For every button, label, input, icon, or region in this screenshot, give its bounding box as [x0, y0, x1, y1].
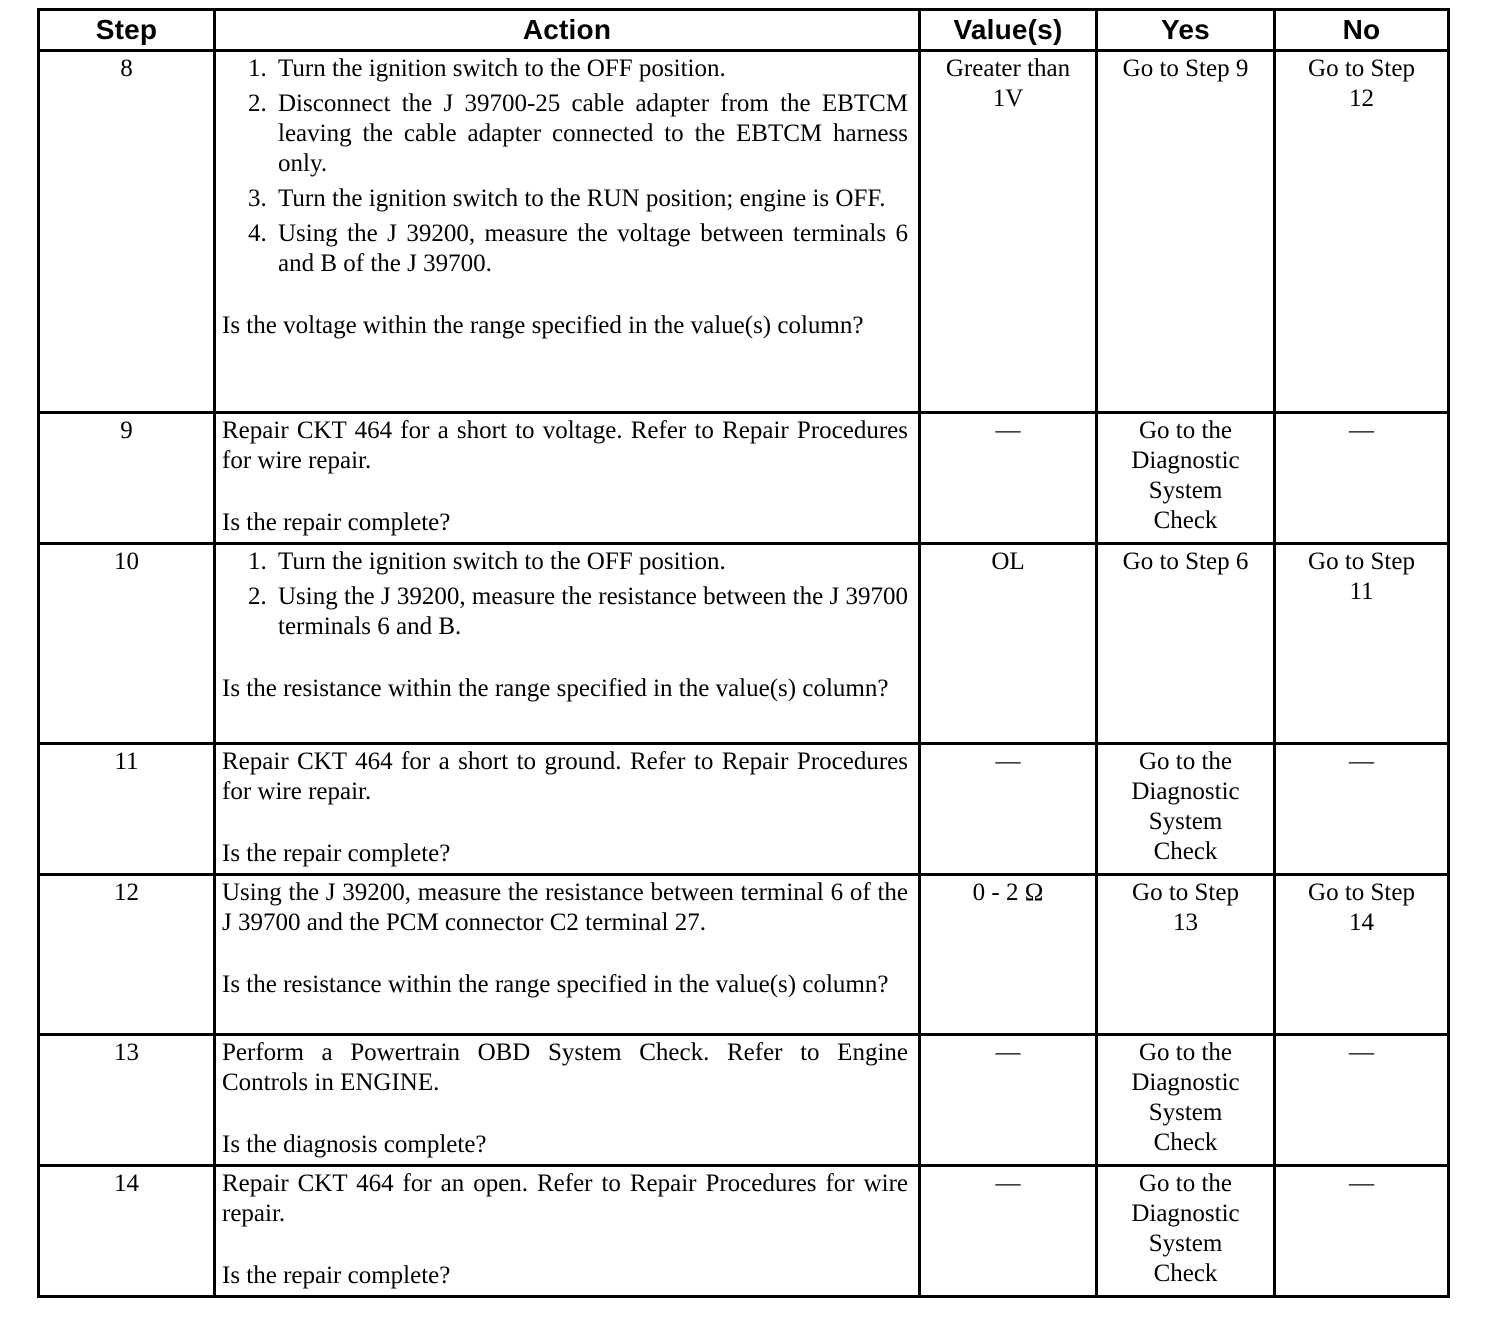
yes-cell: Go to the Diagnostic System Check [1097, 1035, 1275, 1166]
header-row [39, 10, 1449, 51]
action-step: 2. Using the J 39200, measure the resistance between the J 39700 terminals 6 and B. [248, 583, 908, 640]
action-step: 2. Disconnect the J 39700-25 cable adapter from the EBTCM leaving the cable adapter connected to the EBTCM harness only. [248, 90, 908, 177]
table-row [39, 1166, 1449, 1297]
no-cell: Go to Step 12 [1275, 51, 1449, 413]
action-cell [215, 51, 920, 413]
header-action: Action [215, 10, 920, 51]
action-cell [215, 1035, 920, 1166]
value-cell: 0 - 2 Ω [920, 875, 1097, 1035]
table-row [39, 413, 1449, 544]
value-cell: — [920, 1166, 1097, 1297]
no-cell: — [1275, 1166, 1449, 1297]
action-step: 1. Turn the ignition switch to the OFF position. [248, 548, 726, 575]
yes-cell: Go to the Diagnostic System Check [1097, 1166, 1275, 1297]
action-cell [215, 875, 920, 1035]
diagnostic-table [37, 8, 1450, 1298]
step-cell: 9 [39, 413, 215, 544]
yes-cell: Go to Step 6 [1097, 544, 1275, 744]
action-question: Is the voltage within the range specified in the value(s) column? [222, 312, 864, 339]
no-cell: Go to Step 11 [1275, 544, 1449, 744]
no-cell: Go to Step 14 [1275, 875, 1449, 1035]
no-cell: — [1275, 413, 1449, 544]
header-values: Value(s) [920, 10, 1097, 51]
action-cell [215, 744, 920, 875]
action-text: Perform a Powertrain OBD System Check. Refer to Engine Controls in ENGINE. [222, 1039, 908, 1096]
table-row [39, 51, 1449, 413]
action-question: Is the repair complete? [222, 1262, 451, 1289]
header-yes: Yes [1097, 10, 1275, 51]
step-cell: 11 [39, 744, 215, 875]
action-question: Is the resistance within the range specified in the value(s) column? [222, 971, 889, 998]
no-cell: — [1275, 1035, 1449, 1166]
yes-cell: Go to the Diagnostic System Check [1097, 744, 1275, 875]
header-step: Step [39, 10, 215, 51]
table-row [39, 875, 1449, 1035]
step-cell: 14 [39, 1166, 215, 1297]
step-cell: 12 [39, 875, 215, 1035]
action-steps [222, 54, 908, 279]
step-cell: 10 [39, 544, 215, 744]
value-cell: — [920, 413, 1097, 544]
step-cell: 8 [39, 51, 215, 413]
action-question: Is the repair complete? [222, 509, 451, 536]
action-cell [215, 413, 920, 544]
table-row [39, 544, 1449, 744]
action-cell [215, 1166, 920, 1297]
step-cell: 13 [39, 1035, 215, 1166]
yes-cell: Go to Step 13 [1097, 875, 1275, 1035]
action-step: 3. Turn the ignition switch to the RUN position; engine is OFF. [248, 185, 886, 212]
value-cell: — [920, 744, 1097, 875]
value-cell: OL [920, 544, 1097, 744]
table-row [39, 1035, 1449, 1166]
table-row [39, 744, 1449, 875]
yes-cell: Go to Step 9 [1097, 51, 1275, 413]
action-text: Repair CKT 464 for an open. Refer to Repair Procedures for wire repair. [222, 1170, 908, 1227]
action-text: Using the J 39200, measure the resistance between terminal 6 of the J 39700 and the PCM connector C2 terminal 27. [222, 879, 908, 936]
action-text: Repair CKT 464 for a short to ground. Refer to Repair Procedures for wire repair. [222, 748, 908, 805]
action-step: 4. Using the J 39200, measure the voltage between terminals 6 and B of the J 39700. [248, 220, 908, 277]
action-cell [215, 544, 920, 744]
yes-cell: Go to the Diagnostic System Check [1097, 413, 1275, 544]
action-question: Is the resistance within the range specified in the value(s) column? [222, 675, 889, 702]
no-cell: — [1275, 744, 1449, 875]
action-question: Is the repair complete? [222, 840, 451, 867]
action-question: Is the diagnosis complete? [222, 1131, 487, 1158]
action-text: Repair CKT 464 for a short to voltage. Refer to Repair Procedures for wire repair. [222, 417, 908, 474]
value-cell: — [920, 1035, 1097, 1166]
action-steps [222, 547, 908, 642]
header-no: No [1275, 10, 1449, 51]
action-step: 1. Turn the ignition switch to the OFF position. [248, 55, 726, 82]
value-cell: Greater than 1V [920, 51, 1097, 413]
